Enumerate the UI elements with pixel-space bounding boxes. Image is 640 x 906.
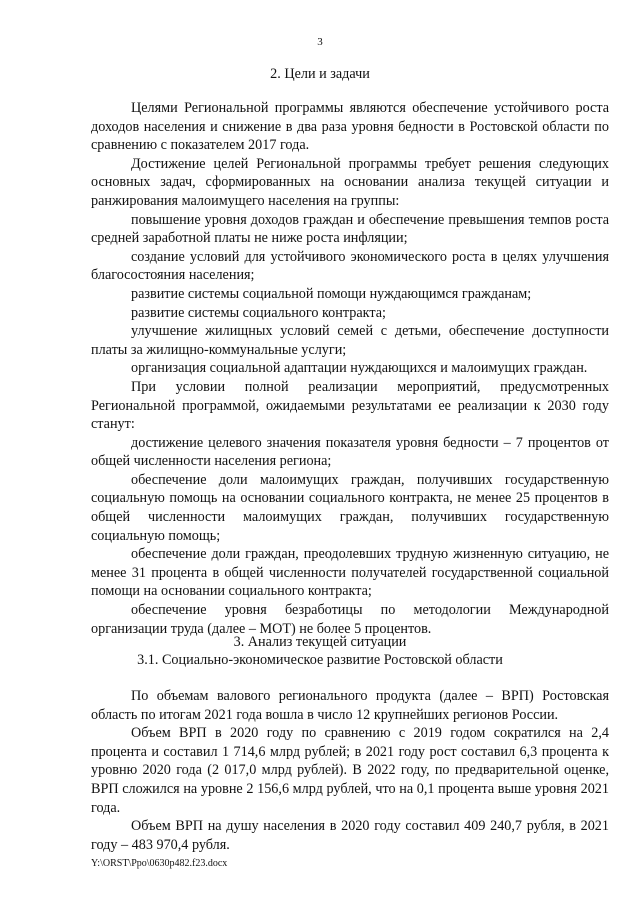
file-path-footer: Y:\ORST\Ppo\0630p482.f23.docx (91, 858, 228, 869)
paragraph: Объем ВРП на душу населения в 2020 году составил 409 240,7 рубля, в 2021 году – 483 970,4 рубля. (91, 818, 609, 853)
section-2-body (91, 99, 609, 638)
paragraph: обеспечение доли малоимущих граждан, получивших государственную социальную помощь на основании социального контракта, не менее 25 процентов в общей численности малоимущих граждан, получивших государственную социальную помощь; (91, 471, 609, 544)
paragraph: организация социальной адаптации нуждающихся и малоимущих граждан. (131, 360, 588, 377)
paragraph: обеспечение уровня безработицы по методологии Международной организации труда (далее – МОТ) не более 5 процентов. (91, 602, 609, 637)
paragraph: создание условий для устойчивого экономического роста в целях улучшения благосостояния населения; (91, 248, 609, 284)
paragraph: Достижение целей Региональной программы требует решения следующих основных задач, сформированных на основании анализа текущей ситуации и ранжирования малоимущего населения на группы: (91, 155, 609, 209)
section-3-body (91, 687, 609, 854)
paragraph: При условии полной реализации мероприятий, предусмотренных Региональной программой, ожидаемыми результатами ее реализации к 2030 году станут: (91, 378, 609, 433)
page-number: 3 (317, 36, 323, 48)
paragraph: Целями Региональной программы являются обеспечение устойчивого роста доходов населения и снижение в два раза уровня бедности в Ростовской области по сравнению с показателем 2017 года. (91, 100, 609, 154)
section-3-1-subheading: 3.1. Социально-экономическое развитие Ростовской области (137, 652, 503, 668)
paragraph: развитие системы социальной помощи нуждающимся гражданам; (131, 285, 532, 302)
paragraph: достижение целевого значения показателя уровня бедности – 7 процентов от общей численности населения региона; (91, 434, 609, 470)
section-2-heading: 2. Цели и задачи (270, 66, 370, 82)
paragraph: улучшение жилищных условий семей с детьми, обеспечение доступности платы за жилищно-коммунальные услуги; (91, 323, 609, 358)
paragraph: По объемам валового регионального продукта (далее – ВРП) Ростовская область по итогам 2021 года вошла в число 12 крупнейших регионов России. (91, 688, 609, 723)
section-3-heading: 3. Анализ текущей ситуации (233, 634, 407, 650)
paragraph: повышение уровня доходов граждан и обеспечение превышения темпов роста средней заработной платы не ниже роста инфляции; (91, 211, 609, 247)
paragraph: обеспечение доли граждан, преодолевших трудную жизненную ситуацию, не менее 31 процента в общей численности получателей государственной социальной помощи на основании социального контракта; (91, 546, 609, 600)
paragraph: развитие системы социального контракта; (131, 304, 386, 321)
paragraph: Объем ВРП в 2020 году по сравнению с 2019 годом сократился на 2,4 процента и составил 1 714,6 млрд рублей; в 2021 году рост составил 6,3 процента к уровню 2020 года (2 017,0 млрд рублей). В 2022 году, по предварительной оценке, ВРП сложился на уровне 2 156,6 млрд рублей, что на 0,1 процента выше уровня 2021 года. (91, 725, 609, 816)
